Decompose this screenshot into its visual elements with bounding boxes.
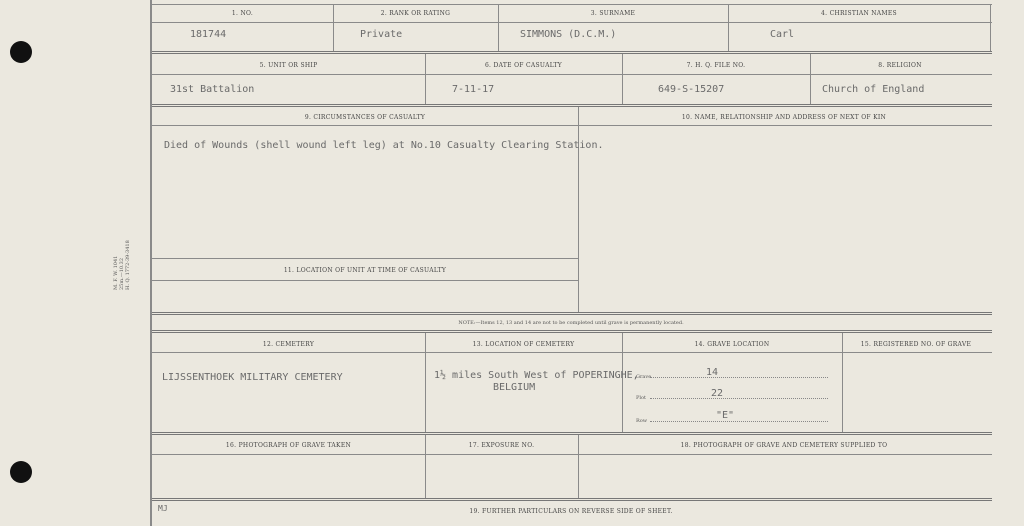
circumstances-label: 9. CIRCUMSTANCES OF CASUALTY (304, 114, 426, 121)
rule (152, 454, 992, 455)
rule (152, 51, 992, 54)
rule (152, 258, 578, 259)
christian-names-label: 4. CHRISTIAN NAMES (821, 10, 897, 17)
rule (152, 280, 578, 281)
divider (990, 4, 991, 51)
cemetery-value: LIJSSENTHOEK MILITARY CEMETERY (162, 372, 343, 383)
hq-file-value: 649-S-15207 (658, 84, 725, 95)
row-value: "E" (716, 410, 735, 421)
rule (152, 22, 992, 23)
rule (152, 104, 992, 107)
row-dotline (650, 421, 828, 422)
photo-supplied-label: 18. PHOTOGRAPH OF GRAVE AND CEMETERY SUPPLIED TO (680, 442, 888, 449)
rule (152, 330, 992, 333)
rule (152, 4, 992, 5)
plot-value: 22 (711, 388, 724, 399)
rule (152, 74, 992, 75)
plot-sub-label: Plot (636, 395, 646, 401)
location-cemetery-line1: 1½ miles South West of POPERINGHE, (434, 370, 639, 381)
rule (152, 312, 992, 315)
form-code-line: H. Q. 1772-39-3418 (125, 240, 131, 290)
surname-value: SIMMONS (D.C.M.) (520, 29, 617, 40)
rule (152, 498, 992, 501)
exposure-no-label: 17. EXPOSURE NO. (468, 442, 535, 449)
no-label: 1. NO. (231, 10, 254, 17)
grave-location-label: 14. GRAVE LOCATION (694, 341, 770, 348)
cemetery-label: 12. CEMETERY (262, 341, 315, 348)
rule (152, 432, 992, 435)
plot-dotline (650, 398, 828, 399)
registered-no-label: 15. REGISTERED NO. OF GRAVE (860, 341, 972, 348)
further-particulars-label: 19. FURTHER PARTICULARS ON REVERSE SIDE OF SHEET. (469, 508, 673, 515)
form-code-line: M. F. W. 1041 (113, 255, 119, 290)
form-code (113, 240, 131, 290)
unit-value: 31st Battalion (170, 84, 255, 95)
rule (152, 125, 992, 126)
circumstances-value: Died of Wounds (shell wound left leg) at No.10 Casualty Clearing Station. (164, 140, 604, 151)
clerk-initials: MJ (158, 504, 168, 513)
next-of-kin-label: 10. NAME, RELATIONSHIP AND ADDRESS OF NEXT OF KIN (681, 114, 887, 121)
divider (578, 107, 579, 312)
unit-label: 5. UNIT OR SHIP (259, 62, 318, 69)
religion-value: Church of England (822, 84, 925, 95)
rank-value: Private (360, 29, 403, 40)
note-text: NOTE:—Items 12, 13 and 14 are not to be completed until grave is permanently located. (458, 320, 684, 326)
location-unit-label: 11. LOCATION OF UNIT AT TIME OF CASUALTY (283, 267, 447, 274)
christian-names-value: Carl (770, 29, 795, 40)
religion-label: 8. RELIGION (878, 62, 922, 69)
grave-dotline (650, 377, 828, 378)
date-casualty-label: 6. DATE OF CASUALTY (484, 62, 563, 69)
grave-sub-label: Grave (636, 374, 652, 380)
rank-label: 2. RANK OR RATING (380, 10, 451, 17)
location-cemetery-label: 13. LOCATION OF CEMETERY (472, 341, 575, 348)
photo-grave-label: 16. PHOTOGRAPH OF GRAVE TAKEN (225, 442, 352, 449)
form-code-line: 25m.—10.32 (119, 257, 125, 290)
grave-value: 14 (706, 367, 719, 378)
no-value: 181744 (190, 29, 227, 40)
surname-label: 3. SURNAME (590, 10, 636, 17)
row-sub-label: Row (636, 418, 648, 424)
location-cemetery-line2: BELGIUM (493, 382, 536, 393)
hq-file-label: 7. H. Q. FILE NO. (686, 62, 746, 69)
date-casualty-value: 7-11-17 (452, 84, 495, 95)
rule (152, 352, 992, 353)
